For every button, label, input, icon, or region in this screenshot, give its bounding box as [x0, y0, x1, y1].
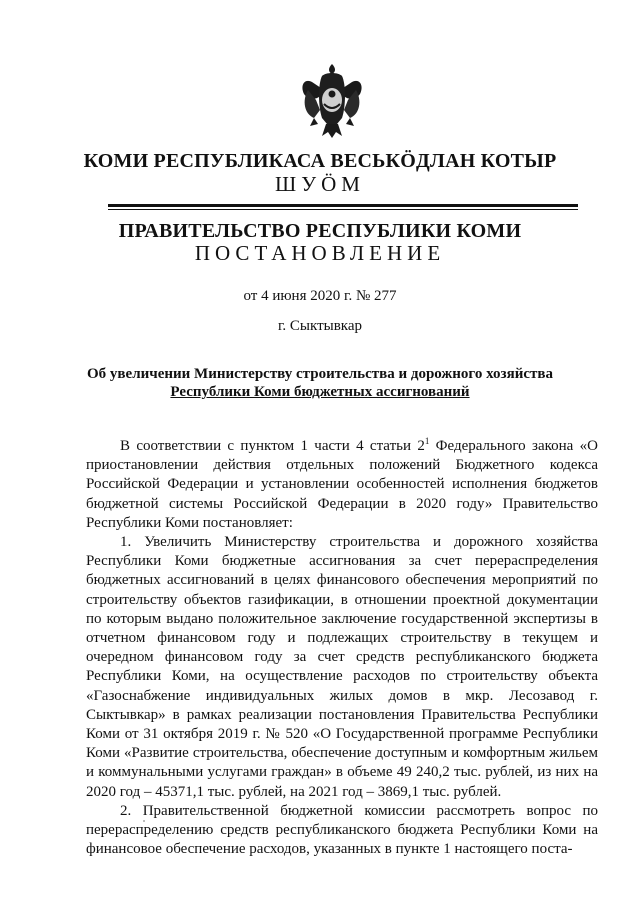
header-rule-thin: [108, 209, 578, 210]
scan-speck: [143, 820, 145, 822]
paragraph-item-2: 2. Правительственной бюджетной комиссии рассмотреть вопрос по перераспределению средств республиканского бюджета Республики Коми на финансовое обеспечение расходов, указанных в пункте 1 настоящего поста-: [86, 802, 598, 858]
preamble-superscript: 1: [424, 436, 430, 446]
resolution-city: г. Сыктывкар: [277, 318, 363, 334]
komi-title: КОМИ РЕСПУБЛИКАСА ВЕСЬКÖДЛАН КОТЫР: [83, 150, 557, 172]
subject-line-2-text: Республики Коми бюджетных ассигнований: [170, 384, 470, 400]
subject-line-1: Об увеличении Министерству строительства и дорожного хозяйства: [87, 366, 553, 382]
komi-subtitle: ШУÖМ: [275, 172, 365, 196]
paragraph-item-1: 1. Увеличить Министерству строительства и дорожного хозяйства Республики Коми бюджетные ассигнования за счет перераспределения бюджетных ассигнований в целях финансового обеспечения мероприятий по строительству объектов газификации, в отношении проектной документации по которым выдано положительное заключение государственной экспертизы в отчетном финансовом году и подлежащих строительству в текущем и очередном финансовом году за счет средств республиканского бюджета Республики Коми, на осуществление расходов по строительству объекта «Газоснабжение индивидуальных жилых домов в мкр. Лесозавод г. Сыктывкар» в рамках реализации постановления Правительства Республики Коми от 31 октября 2019 г. № 520 «О Государственной программе Республики Коми «Развитие строительства, обеспечение доступным и комфортным жильем и коммунальными услугами граждан» в объеме 49 240,2 тыс. рублей, из них на 2020 год – 45371,1 тыс. рублей, на 2021 год – 3869,1 тыс. рублей.: [86, 534, 598, 800]
preamble-text-start: В соответствии с пунктом 1 части 4 статьи 2: [120, 438, 425, 454]
preamble-text-end: Федерального закона «О приостановлении действия отдельных положений Бюджетного кодекса Российской Федерации и установлении особенностей исполнения бюджетов бюджетной системы Российской Федерации в 2020 году» Правительство Республики Коми постановляет:: [86, 438, 598, 531]
header-rule-thick: [108, 204, 578, 207]
resolution-title: ПОСТАНОВЛЕНИЕ: [194, 241, 446, 265]
komi-coat-of-arms-emblem: [298, 60, 366, 140]
subject-line-2: [0, 384, 640, 401]
paragraph-preamble: [86, 432, 598, 533]
document-body: [86, 432, 598, 859]
government-title: ПРАВИТЕЛЬСТВО РЕСПУБЛИКИ КОМИ: [118, 220, 522, 242]
resolution-date-number: от 4 июня 2020 г. № 277: [243, 288, 397, 304]
